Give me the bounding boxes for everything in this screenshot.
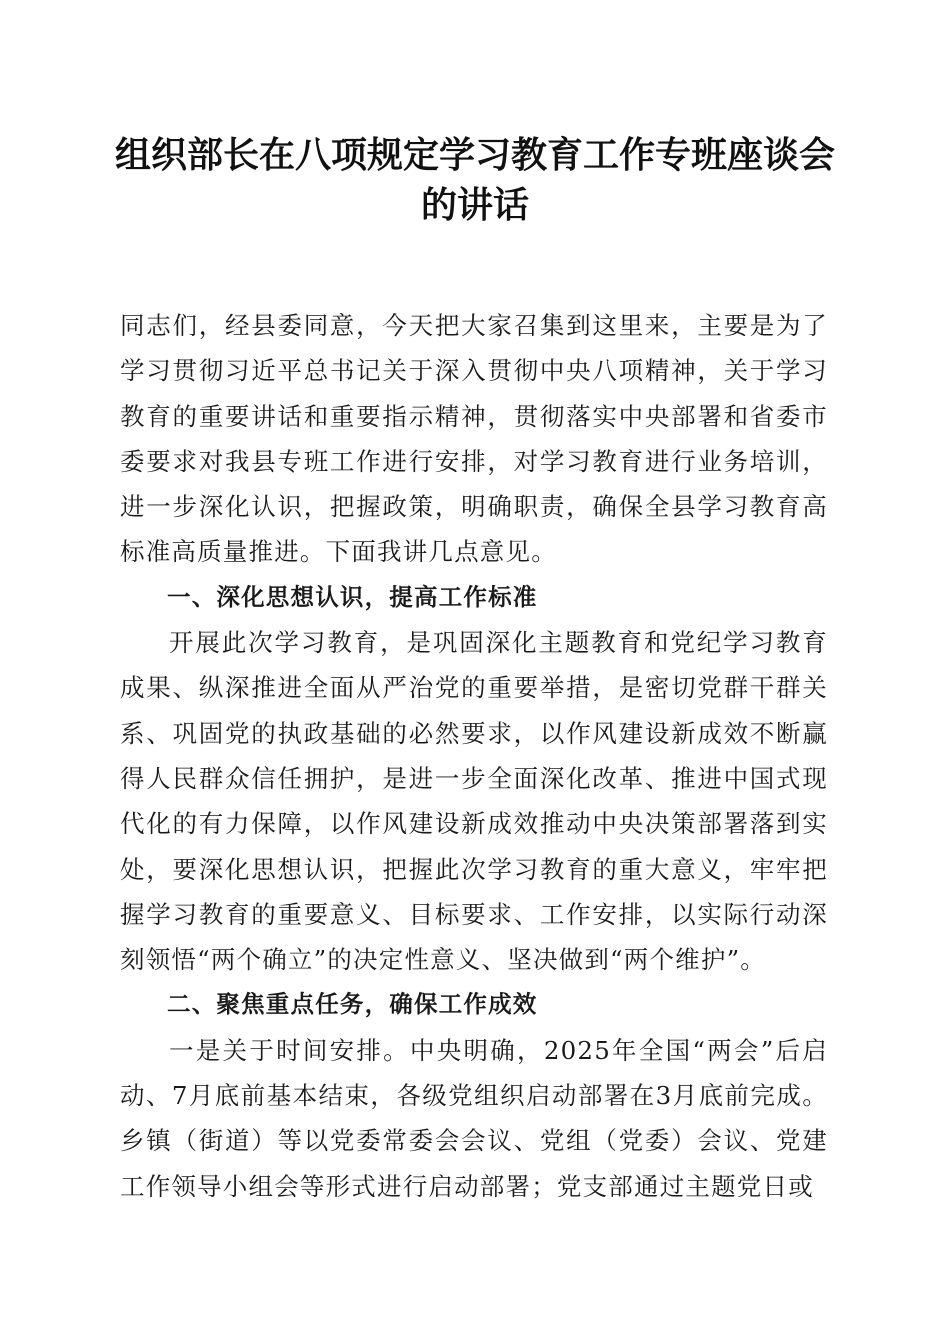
- section-heading-1: 一、深化思想认识，提高工作标准: [167, 582, 538, 611]
- document-title: 组织部长在八项规定学习教育工作专班座谈会的讲话: [114, 134, 835, 226]
- section-heading-2: 二、聚焦重点任务，确保工作成效: [167, 990, 538, 1019]
- opening-paragraph: 同志们，经县委同意，今天把大家召集到这里来，主要是为了学习贯彻习近平总书记关于深入贯彻中央八项精神，关于学习教育的重要讲话和重要指示精神，贯彻落实中央部署和省委市委要求对我县专班工作进行安排，对学习教育进行业务培训，进一步深化认识，把握政策，明确职责，确保全县学习教育高标准高质量推进。下面我讲几点意见。: [120, 311, 828, 567]
- section-2-paragraph: 一是关于时间安排。中央明确，2025年全国“两会”后启动、7月底前基本结束，各级党组织启动部署在3月底前完成。乡镇（街道）等以党委常委会会议、党组（党委）会议、党建工作领导小组会等形式进行启动部署；党支部通过主题党日或: [120, 1035, 828, 1201]
- section-1-paragraph: 开展此次学习教育，是巩固深化主题教育和党纪学习教育成果、纵深推进全面从严治党的重要举措，是密切党群干群关系、巩固党的执政基础的必然要求，以作风建设新成效不断赢得人民群众信任拥护，是进一步全面深化改革、推进中国式现代化的有力保障，以作风建设新成效推动中央决策部署落到实处，要深化思想认识，把握此次学习教育的重大意义，牢牢把握学习教育的重要意义、目标要求、工作安排，以实际行动深刻领悟“两个确立”的决定性意义、坚决做到“两个维护”。: [120, 628, 828, 975]
- document-body: [120, 303, 828, 1209]
